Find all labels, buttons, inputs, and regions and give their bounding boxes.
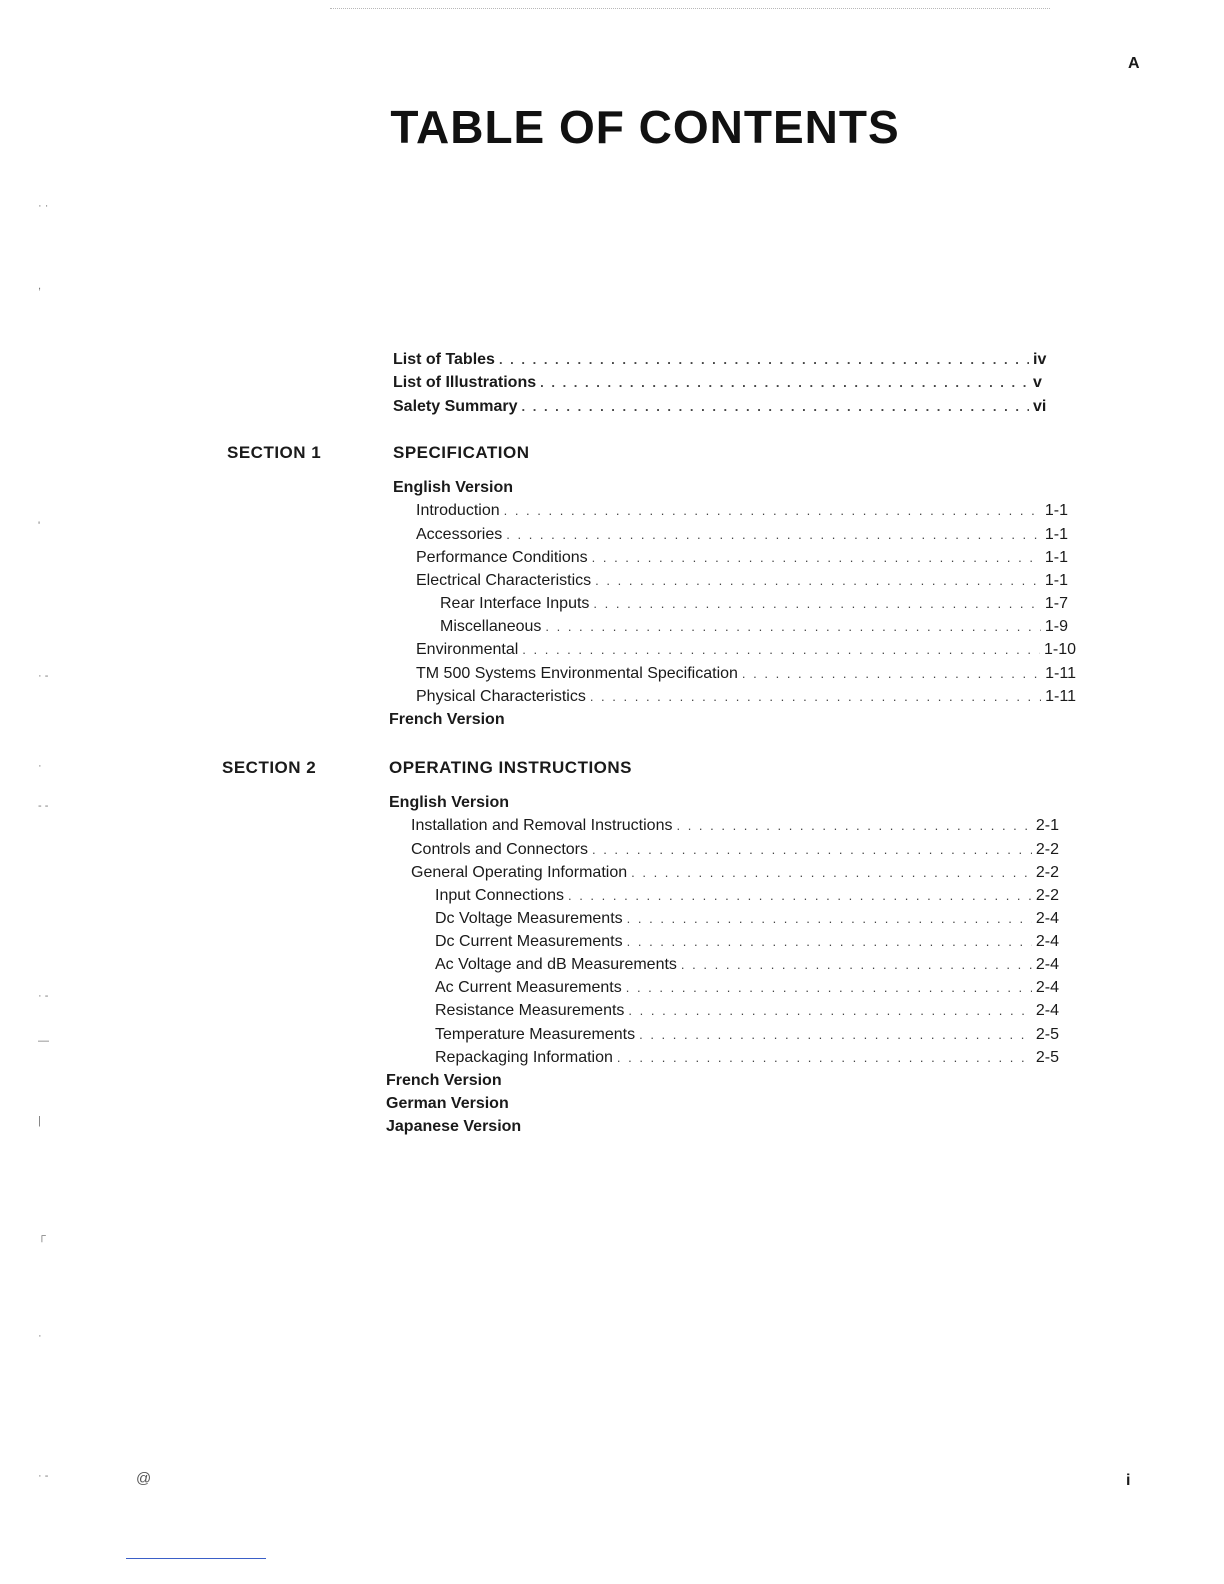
dot-leader [628,1001,1031,1021]
toc-entry-page: 2-4 [1035,1002,1059,1019]
toc-entry-label: Controls and Connectors [411,841,588,858]
toc-entry-label: Resistance Measurements [435,1002,625,1019]
toc-entry-controls-connectors[interactable] [411,840,1059,860]
section-1-french-version[interactable]: French Version [389,711,505,728]
dot-leader [627,932,1032,952]
toc-entry-input-connections[interactable] [435,886,1059,906]
toc-entry-general-operating-info[interactable] [411,863,1059,883]
dot-leader [742,664,1041,684]
toc-entry-accessories[interactable] [416,525,1068,545]
dot-leader [590,687,1041,707]
toc-entry-label: Installation and Removal Instructions [411,817,673,834]
toc-entry-performance-conditions[interactable] [416,548,1068,568]
toc-entry-label: Physical Characteristics [416,688,586,705]
dot-leader [595,571,1041,591]
toc-entry-page: 2-5 [1035,1026,1059,1043]
section-2-title: OPERATING INSTRUCTIONS [389,758,633,777]
toc-entry-dc-current[interactable] [435,932,1059,952]
toc-entry-page: vi [1033,398,1047,415]
toc-entry-label: Electrical Characteristics [416,572,592,589]
dot-leader [499,350,1029,370]
toc-entry-label: Rear Interface Inputs [440,595,590,612]
toc-entry-tm500-environmental-spec[interactable] [416,664,1076,684]
toc-entry-list-of-illustrations[interactable] [393,373,1053,393]
toc-entry-page: 1-1 [1044,572,1068,589]
toc-entry-electrical-characteristics[interactable] [416,571,1068,591]
dot-leader [522,640,1040,660]
toc-entry-rear-interface-inputs[interactable] [440,594,1068,614]
toc-entry-label: Miscellaneous [440,618,542,635]
page-number: i [1126,1472,1131,1489]
toc-entry-label: TM 500 Systems Environmental Specification [416,665,738,682]
toc-entry-label: Ac Current Measurements [435,979,622,996]
toc-entry-page: 1-11 [1045,688,1076,705]
toc-entry-miscellaneous[interactable] [440,617,1068,637]
section-2-french-version[interactable]: French Version [386,1072,502,1089]
dot-leader [627,909,1032,929]
toc-entry-page: 2-2 [1035,864,1059,881]
toc-entry-page: 1-1 [1044,502,1068,519]
toc-entry-ac-current[interactable] [435,978,1059,998]
toc-entry-page: 2-4 [1035,956,1059,973]
dot-leader [681,955,1032,975]
toc-entry-label: Temperature Measurements [435,1026,636,1043]
toc-entry-page: 1-9 [1044,618,1068,635]
toc-entry-label: Repackaging Information [435,1049,613,1066]
section-2-number: SECTION 2 [222,758,317,777]
top-scan-edge [330,8,1050,9]
toc-entry-page: 2-2 [1035,841,1059,858]
dot-leader [545,617,1040,637]
section-1-number: SECTION 1 [227,443,322,462]
toc-entry-page: 1-1 [1044,549,1068,566]
toc-entry-page: 2-4 [1035,979,1059,996]
page-title: TABLE OF CONTENTS [390,101,900,153]
toc-entry-label: Accessories [416,526,503,543]
toc-entry-environmental[interactable] [416,640,1076,660]
footer-rule [126,1558,266,1559]
toc-entry-page: iv [1033,351,1047,368]
toc-entry-dc-voltage[interactable] [435,909,1059,929]
toc-entry-label: List of Illustrations [393,374,537,391]
section-1-english-version[interactable]: English Version [393,479,514,496]
toc-entry-label: Ac Voltage and dB Measurements [435,956,677,973]
section-2-english-version[interactable]: English Version [389,794,510,811]
section-2-german-version[interactable]: German Version [386,1095,509,1112]
dot-leader [626,978,1032,998]
toc-entry-page: 2-1 [1035,817,1059,834]
toc-entry-label: Dc Voltage Measurements [435,910,623,927]
dot-leader [676,816,1031,836]
toc-entry-temperature[interactable] [435,1025,1059,1045]
toc-entry-ac-voltage-db[interactable] [435,955,1059,975]
toc-entry-physical-characteristics[interactable] [416,687,1076,707]
toc-entry-page: 1-11 [1045,665,1076,682]
dot-leader [592,840,1032,860]
toc-entry-page: 2-4 [1035,933,1059,950]
dot-leader [568,886,1032,906]
toc-entry-list-of-tables[interactable] [393,350,1053,370]
toc-entry-repackaging[interactable] [435,1048,1059,1068]
toc-entry-label: Input Connections [435,887,564,904]
dot-leader [522,397,1029,417]
toc-entry-page: v [1033,374,1042,391]
toc-entry-page: 2-2 [1035,887,1059,904]
corner-mark: A [1128,55,1140,72]
dot-leader [639,1025,1032,1045]
section-2-japanese-version[interactable]: Japanese Version [386,1118,522,1135]
toc-entry-label: Salety Summary [393,398,518,415]
toc-entry-page: 2-5 [1035,1049,1059,1066]
toc-entry-page: 1-7 [1044,595,1068,612]
dot-leader [540,373,1029,393]
toc-entry-resistance[interactable] [435,1001,1059,1021]
toc-entry-label: List of Tables [393,351,495,368]
toc-entry-introduction[interactable] [416,501,1068,521]
toc-entry-page: 1-10 [1043,641,1076,658]
toc-entry-label: Dc Current Measurements [435,933,623,950]
toc-entry-page: 1-1 [1044,526,1068,543]
dot-leader [506,525,1041,545]
toc-entry-installation-removal[interactable] [411,816,1059,836]
toc-entry-label: Performance Conditions [416,549,588,566]
dot-leader [631,863,1032,883]
toc-entry-label: Environmental [416,641,519,658]
copyright-mark: @ [136,1470,152,1487]
toc-entry-label: General Operating Information [411,864,628,881]
dot-leader [593,594,1040,614]
toc-entry-page: 2-4 [1035,910,1059,927]
toc-entry-safety-summary[interactable] [393,397,1053,417]
dot-leader [592,548,1041,568]
dot-leader [617,1048,1032,1068]
dot-leader [504,501,1041,521]
toc-entry-label: Introduction [416,502,500,519]
section-1-title: SPECIFICATION [393,443,530,462]
